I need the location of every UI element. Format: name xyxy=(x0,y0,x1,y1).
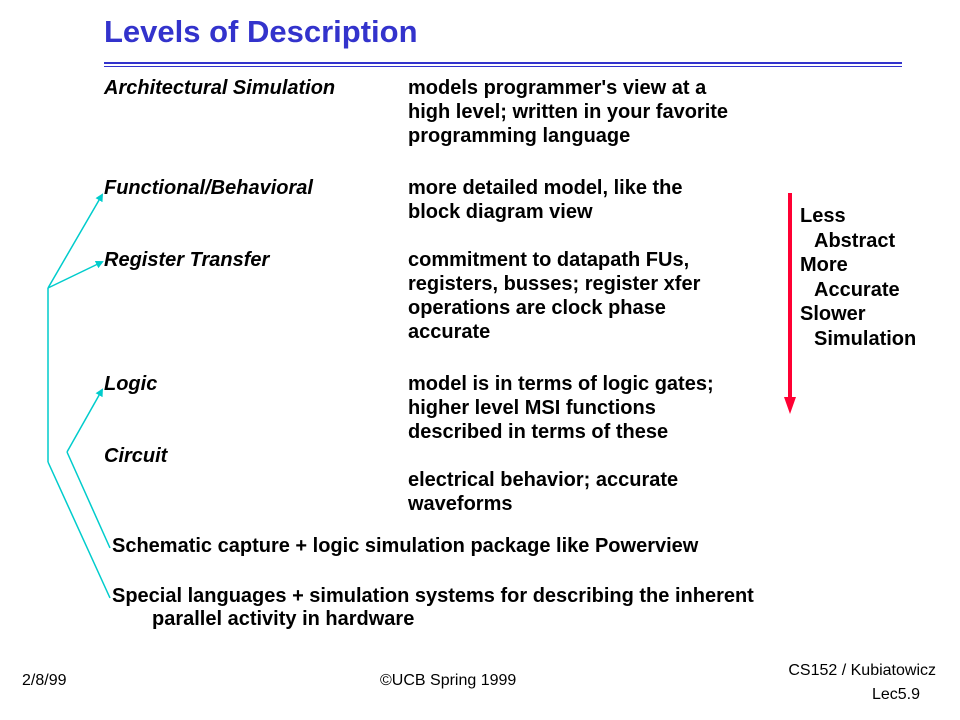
footer-course: CS152 / Kubiatowicz xyxy=(788,662,936,679)
connector-to-special xyxy=(48,462,110,598)
side-label-simulation: Simulation xyxy=(814,328,917,350)
arrow-shaft xyxy=(788,193,792,397)
side-label-accurate: Accurate xyxy=(814,279,900,301)
side-label-less: Less xyxy=(800,205,846,227)
tool-schematic-capture: Schematic capture + logic simulation package like Powerview xyxy=(112,535,699,557)
connector-to-functional xyxy=(48,195,102,288)
side-label-slower: Slower xyxy=(800,303,866,325)
level-desc-architectural xyxy=(408,76,728,148)
level-desc-functional xyxy=(408,176,683,224)
level-term-logic: Logic xyxy=(104,373,158,395)
desc-line: higher level MSI functions xyxy=(408,397,656,419)
desc-line: block diagram view xyxy=(408,201,593,223)
title-rule xyxy=(104,62,902,64)
desc-line: programming language xyxy=(408,125,631,147)
level-desc-logic xyxy=(408,372,714,444)
level-term-functional: Functional/Behavioral xyxy=(104,177,313,199)
desc-line: more detailed model, like the xyxy=(408,177,683,199)
tool-special-languages: Special languages + simulation systems for describing the inherent xyxy=(112,585,754,607)
desc-line: electrical behavior; accurate xyxy=(408,469,679,491)
desc-line: high level; written in your favorite xyxy=(408,101,729,123)
side-label-abstract: Abstract xyxy=(814,230,896,252)
title-rule-thin xyxy=(104,66,902,67)
desc-line: accurate xyxy=(408,321,491,343)
connector-to-register xyxy=(48,262,102,288)
level-desc-register-transfer xyxy=(408,248,700,344)
desc-line: models programmer's view at a xyxy=(408,77,707,99)
desc-line: operations are clock phase xyxy=(408,297,666,319)
arrow-head xyxy=(784,397,796,414)
slide-title: Levels of Description xyxy=(104,14,418,49)
level-desc-circuit xyxy=(408,468,678,516)
desc-line: registers, busses; register xfer xyxy=(408,273,701,295)
desc-line: model is in terms of logic gates; xyxy=(408,373,714,395)
desc-line: described in terms of these xyxy=(408,421,669,443)
level-term-circuit: Circuit xyxy=(104,445,168,467)
desc-line: commitment to datapath FUs, xyxy=(408,249,690,271)
level-term-architectural: Architectural Simulation xyxy=(104,77,336,99)
desc-line: waveforms xyxy=(408,493,513,515)
connector-to-logic xyxy=(67,390,102,452)
abstraction-arrow xyxy=(784,193,796,414)
side-label-more: More xyxy=(800,254,848,276)
footer-copyright: ©UCB Spring 1999 xyxy=(380,672,517,689)
bracket-connectors xyxy=(48,195,110,598)
tool-special-languages-cont: parallel activity in hardware xyxy=(152,608,415,630)
footer-lecture: Lec5.9 xyxy=(871,686,920,703)
level-term-register-transfer: Register Transfer xyxy=(104,249,270,271)
footer-date: 2/8/99 xyxy=(22,672,67,689)
